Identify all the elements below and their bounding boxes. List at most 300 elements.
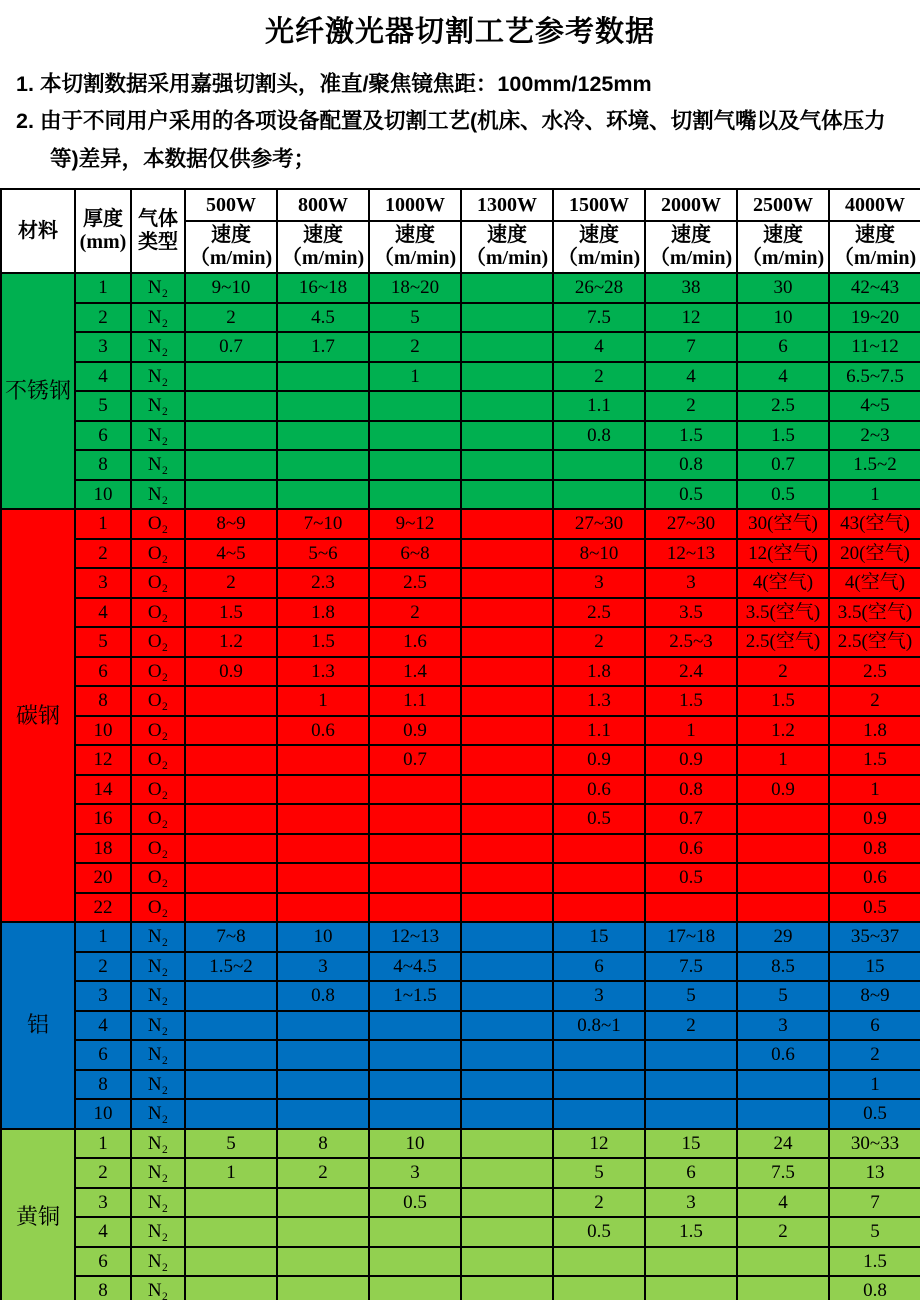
speed-cell	[185, 804, 277, 834]
speed-cell: 8~9	[185, 509, 277, 539]
speed-cell: 1.5	[829, 1247, 920, 1277]
speed-cell: 0.8	[829, 1276, 920, 1300]
speed-cell: 0.8	[645, 775, 737, 805]
speed-cell: 17~18	[645, 922, 737, 952]
speed-cell: 35~37	[829, 922, 920, 952]
material-cell: 碳钢	[1, 509, 75, 922]
speed-cell	[185, 480, 277, 510]
speed-cell: 0.5	[645, 863, 737, 893]
gas-cell: N₂	[131, 1247, 185, 1277]
thickness-cell: 1	[75, 273, 131, 303]
speed-cell: 3	[369, 1158, 461, 1188]
speed-cell: 4(空气)	[829, 568, 920, 598]
speed-cell: 1.5	[645, 1217, 737, 1247]
speed-cell: 1	[369, 362, 461, 392]
speed-cell	[553, 480, 645, 510]
material-cell: 不锈钢	[1, 273, 75, 509]
gas-cell: O₂	[131, 509, 185, 539]
speed-cell: 2	[829, 686, 920, 716]
thickness-cell: 6	[75, 1040, 131, 1070]
speed-cell	[185, 863, 277, 893]
note-1-text: 本切割数据采用嘉强切割头，准直/聚焦镜焦距：100mm/125mm	[39, 72, 652, 96]
speed-cell	[645, 893, 737, 923]
header-gas-line2: 类型	[138, 231, 178, 254]
table-row	[1, 981, 920, 1011]
speed-cell: 2.5	[369, 568, 461, 598]
speed-cell	[185, 893, 277, 923]
gas-cell: N₂	[131, 1158, 185, 1188]
gas-cell: N₂	[131, 391, 185, 421]
speed-cell: 9~10	[185, 273, 277, 303]
speed-cell	[277, 775, 369, 805]
note-1	[12, 66, 910, 103]
thickness-cell: 4	[75, 1217, 131, 1247]
note-2-number: 2.	[16, 109, 34, 134]
gas-cell: N₂	[131, 981, 185, 1011]
speed-cell	[553, 1040, 645, 1070]
thickness-cell: 3	[75, 1188, 131, 1218]
table-row	[1, 775, 920, 805]
speed-cell	[461, 303, 553, 333]
speed-cell	[369, 480, 461, 510]
gas-cell: O₂	[131, 539, 185, 569]
thickness-cell: 4	[75, 598, 131, 628]
speed-cell: 6.5~7.5	[829, 362, 920, 392]
speed-cell: 0.8	[553, 421, 645, 451]
speed-cell	[369, 775, 461, 805]
speed-cell: 5	[829, 1217, 920, 1247]
speed-cell: 4.5	[277, 303, 369, 333]
table-body	[1, 273, 920, 1300]
speed-cell: 3	[645, 568, 737, 598]
speed-cell: 1.5	[645, 686, 737, 716]
speed-cell	[461, 686, 553, 716]
speed-cell: 0.7	[185, 332, 277, 362]
table-row	[1, 1099, 920, 1129]
speed-cell: 0.5	[645, 480, 737, 510]
speed-cell	[277, 1188, 369, 1218]
speed-cell	[553, 1276, 645, 1300]
thickness-cell: 2	[75, 952, 131, 982]
speed-cell: 7.5	[553, 303, 645, 333]
header-power-2000w: 2000W	[645, 189, 737, 221]
thickness-cell: 8	[75, 686, 131, 716]
speed-cell: 2~3	[829, 421, 920, 451]
speed-cell: 4	[645, 362, 737, 392]
speed-cell	[461, 421, 553, 451]
thickness-cell: 2	[75, 539, 131, 569]
speed-cell	[277, 1040, 369, 1070]
speed-cell	[461, 332, 553, 362]
speed-cell: 0.5	[737, 480, 829, 510]
speed-cell: 3.5(空气)	[829, 598, 920, 628]
header-power-800w: 800W	[277, 189, 369, 221]
speed-cell	[553, 863, 645, 893]
speed-cell	[461, 1247, 553, 1277]
speed-cell	[461, 922, 553, 952]
speed-cell: 1.5~2	[185, 952, 277, 982]
speed-cell: 0.8	[277, 981, 369, 1011]
speed-cell	[553, 450, 645, 480]
speed-cell: 8	[277, 1129, 369, 1159]
speed-cell: 15	[829, 952, 920, 982]
speed-cell: 0.7	[369, 745, 461, 775]
speed-cell	[369, 893, 461, 923]
speed-cell: 2.3	[277, 568, 369, 598]
speed-cell	[369, 1011, 461, 1041]
table-row	[1, 332, 920, 362]
speed-cell	[277, 1011, 369, 1041]
speed-cell	[553, 1070, 645, 1100]
speed-cell: 2	[829, 1040, 920, 1070]
speed-cell	[461, 1040, 553, 1070]
speed-cell	[185, 1247, 277, 1277]
speed-cell	[461, 273, 553, 303]
speed-cell: 8~10	[553, 539, 645, 569]
header-thickness	[75, 189, 131, 273]
table-row	[1, 391, 920, 421]
speed-cell: 7.5	[645, 952, 737, 982]
gas-cell: O₂	[131, 804, 185, 834]
speed-cell: 24	[737, 1129, 829, 1159]
speed-cell: 1	[645, 716, 737, 746]
speed-cell: 7~10	[277, 509, 369, 539]
speed-cell	[277, 421, 369, 451]
speed-cell: 1.8	[277, 598, 369, 628]
speed-cell: 5	[553, 1158, 645, 1188]
thickness-cell: 5	[75, 391, 131, 421]
speed-cell	[461, 539, 553, 569]
thickness-cell: 6	[75, 421, 131, 451]
speed-cell: 11~12	[829, 332, 920, 362]
speed-cell	[737, 1099, 829, 1129]
note-2-text: 由于不同用户采用的各项设备配置及切割工艺(机床、水冷、环境、切割气嘴以及气体压力等)差异，本数据仅供参考；	[39, 109, 886, 171]
speed-cell: 2.5	[737, 391, 829, 421]
speed-cell: 2.4	[645, 657, 737, 687]
table-row	[1, 1188, 920, 1218]
speed-cell	[185, 981, 277, 1011]
speed-cell: 1.5	[737, 421, 829, 451]
speed-cell	[185, 1188, 277, 1218]
speed-cell: 1.5	[829, 745, 920, 775]
speed-cell: 10	[369, 1129, 461, 1159]
speed-cell	[461, 362, 553, 392]
speed-cell: 3	[645, 1188, 737, 1218]
speed-cell	[277, 391, 369, 421]
speed-cell	[185, 1070, 277, 1100]
speed-cell: 1.5	[277, 627, 369, 657]
speed-cell: 10	[277, 922, 369, 952]
speed-cell: 0.6	[829, 863, 920, 893]
speed-cell	[185, 775, 277, 805]
speed-cell: 26~28	[553, 273, 645, 303]
speed-cell	[185, 391, 277, 421]
table-row	[1, 303, 920, 333]
speed-cell	[461, 1011, 553, 1041]
table-row	[1, 863, 920, 893]
speed-cell: 18~20	[369, 273, 461, 303]
speed-cell: 6	[829, 1011, 920, 1041]
speed-cell	[369, 391, 461, 421]
speed-cell: 0.5	[829, 1099, 920, 1129]
speed-cell: 1.5	[185, 598, 277, 628]
table-row	[1, 922, 920, 952]
speed-cell	[645, 1070, 737, 1100]
speed-cell	[277, 1070, 369, 1100]
thickness-cell: 2	[75, 303, 131, 333]
speed-cell: 16~18	[277, 273, 369, 303]
speed-cell: 2	[737, 1217, 829, 1247]
speed-cell: 15	[553, 922, 645, 952]
header-gas-line1: 气体	[138, 208, 178, 231]
gas-cell: O₂	[131, 568, 185, 598]
speed-cell	[737, 893, 829, 923]
speed-cell: 1.5	[645, 421, 737, 451]
speed-cell	[461, 1217, 553, 1247]
speed-cell: 1.2	[737, 716, 829, 746]
table-row	[1, 362, 920, 392]
speed-cell	[277, 1247, 369, 1277]
speed-cell	[461, 450, 553, 480]
speed-cell: 1.8	[553, 657, 645, 687]
speed-cell	[737, 1070, 829, 1100]
speed-cell	[461, 804, 553, 834]
speed-cell	[185, 421, 277, 451]
speed-cell: 0.8	[645, 450, 737, 480]
thickness-cell: 5	[75, 627, 131, 657]
table-row	[1, 804, 920, 834]
speed-cell	[369, 1276, 461, 1300]
speed-cell	[461, 893, 553, 923]
speed-cell: 9~12	[369, 509, 461, 539]
speed-cell: 20(空气)	[829, 539, 920, 569]
speed-cell	[369, 421, 461, 451]
header-power-2500w: 2500W	[737, 189, 829, 221]
speed-cell: 1.3	[553, 686, 645, 716]
speed-cell: 1.2	[185, 627, 277, 657]
header-speed-label: 速度 （m/min)	[737, 221, 829, 273]
speed-cell	[277, 1217, 369, 1247]
thickness-cell: 12	[75, 745, 131, 775]
gas-cell: O₂	[131, 598, 185, 628]
thickness-cell: 10	[75, 1099, 131, 1129]
speed-cell: 0.9	[185, 657, 277, 687]
speed-cell: 29	[737, 922, 829, 952]
header-thickness-line1: 厚度	[83, 208, 123, 231]
thickness-cell: 8	[75, 1070, 131, 1100]
speed-cell	[185, 745, 277, 775]
thickness-cell: 10	[75, 716, 131, 746]
speed-cell: 13	[829, 1158, 920, 1188]
thickness-cell: 10	[75, 480, 131, 510]
speed-cell	[461, 598, 553, 628]
speed-cell: 2	[369, 598, 461, 628]
speed-cell: 5	[185, 1129, 277, 1159]
speed-cell: 7	[829, 1188, 920, 1218]
speed-cell: 8~9	[829, 981, 920, 1011]
page-title: 光纤激光器切割工艺参考数据	[264, 16, 655, 48]
gas-cell: N₂	[131, 1011, 185, 1041]
speed-cell	[185, 686, 277, 716]
speed-cell: 38	[645, 273, 737, 303]
speed-cell: 1.1	[553, 391, 645, 421]
speed-cell: 1	[829, 775, 920, 805]
table-row	[1, 598, 920, 628]
header-power-1300w: 1300W	[461, 189, 553, 221]
speed-cell: 19~20	[829, 303, 920, 333]
speed-cell	[737, 1276, 829, 1300]
table-header	[1, 189, 920, 273]
speed-cell	[645, 1247, 737, 1277]
thickness-cell: 22	[75, 893, 131, 923]
speed-cell: 6~8	[369, 539, 461, 569]
table-row	[1, 716, 920, 746]
speed-cell	[277, 745, 369, 775]
speed-cell	[461, 391, 553, 421]
speed-cell	[185, 362, 277, 392]
speed-cell: 5~6	[277, 539, 369, 569]
speed-cell: 0.7	[737, 450, 829, 480]
speed-cell: 0.8~1	[553, 1011, 645, 1041]
table-row	[1, 657, 920, 687]
speed-cell: 12~13	[645, 539, 737, 569]
speed-cell: 1.8	[829, 716, 920, 746]
gas-cell: N₂	[131, 421, 185, 451]
speed-cell	[185, 834, 277, 864]
speed-cell: 0.5	[553, 1217, 645, 1247]
speed-cell: 27~30	[645, 509, 737, 539]
speed-cell	[737, 834, 829, 864]
speed-cell: 2	[369, 332, 461, 362]
note-1-number: 1.	[16, 72, 34, 96]
speed-cell	[277, 893, 369, 923]
speed-cell	[369, 1217, 461, 1247]
speed-cell: 2.5	[553, 598, 645, 628]
speed-cell	[645, 1276, 737, 1300]
gas-cell: N₂	[131, 1129, 185, 1159]
table-row	[1, 539, 920, 569]
thickness-cell: 6	[75, 657, 131, 687]
header-thickness-line2: (mm)	[79, 231, 127, 254]
speed-cell: 4	[553, 332, 645, 362]
table-row	[1, 627, 920, 657]
speed-cell: 2	[553, 362, 645, 392]
gas-cell: N₂	[131, 952, 185, 982]
header-speed-label: 速度 （m/min)	[829, 221, 920, 273]
speed-cell: 15	[645, 1129, 737, 1159]
speed-cell	[185, 716, 277, 746]
thickness-cell: 8	[75, 1276, 131, 1300]
gas-cell: N₂	[131, 1040, 185, 1070]
header-power-1000w: 1000W	[369, 189, 461, 221]
thickness-cell: 4	[75, 1011, 131, 1041]
speed-cell: 6	[645, 1158, 737, 1188]
table-row	[1, 952, 920, 982]
speed-cell: 0.9	[737, 775, 829, 805]
speed-cell	[369, 834, 461, 864]
table-row	[1, 686, 920, 716]
speed-cell	[461, 1188, 553, 1218]
thickness-cell: 3	[75, 981, 131, 1011]
header-speed-label: 速度 （m/min)	[553, 221, 645, 273]
material-cell: 黄铜	[1, 1129, 75, 1300]
gas-cell: O₂	[131, 775, 185, 805]
speed-cell	[277, 1099, 369, 1129]
speed-cell: 0.6	[737, 1040, 829, 1070]
speed-cell: 0.7	[645, 804, 737, 834]
speed-cell: 4	[737, 362, 829, 392]
header-power-1500w: 1500W	[553, 189, 645, 221]
speed-cell	[737, 804, 829, 834]
speed-cell	[277, 450, 369, 480]
speed-cell	[461, 627, 553, 657]
header-material: 材料	[1, 189, 75, 273]
speed-cell: 0.8	[829, 834, 920, 864]
table-row	[1, 450, 920, 480]
speed-cell: 4	[737, 1188, 829, 1218]
speed-cell	[461, 745, 553, 775]
thickness-cell: 2	[75, 1158, 131, 1188]
speed-cell: 7	[645, 332, 737, 362]
speed-cell	[277, 834, 369, 864]
table-row	[1, 834, 920, 864]
speed-cell: 2	[185, 303, 277, 333]
speed-cell: 7.5	[737, 1158, 829, 1188]
speed-cell	[185, 1217, 277, 1247]
speed-cell: 6	[553, 952, 645, 982]
table-row	[1, 421, 920, 451]
thickness-cell: 1	[75, 1129, 131, 1159]
gas-cell: N₂	[131, 1070, 185, 1100]
note-2	[12, 103, 910, 178]
speed-cell: 1.5~2	[829, 450, 920, 480]
speed-cell: 5	[737, 981, 829, 1011]
table-row	[1, 1129, 920, 1159]
speed-cell: 10	[737, 303, 829, 333]
speed-cell: 3	[553, 568, 645, 598]
material-cell: 铝	[1, 922, 75, 1129]
speed-cell: 1~1.5	[369, 981, 461, 1011]
table-row	[1, 1247, 920, 1277]
speed-cell: 12(空气)	[737, 539, 829, 569]
speed-cell	[461, 863, 553, 893]
speed-cell	[369, 1247, 461, 1277]
speed-cell	[645, 1099, 737, 1129]
speed-cell: 4~5	[185, 539, 277, 569]
speed-cell: 2	[277, 1158, 369, 1188]
speed-cell: 1.6	[369, 627, 461, 657]
speed-cell	[185, 1011, 277, 1041]
speed-cell	[645, 1040, 737, 1070]
speed-cell: 1.4	[369, 657, 461, 687]
table-row	[1, 1158, 920, 1188]
speed-cell: 0.9	[645, 745, 737, 775]
speed-cell: 1.3	[277, 657, 369, 687]
speed-cell: 12	[645, 303, 737, 333]
speed-cell: 4~4.5	[369, 952, 461, 982]
speed-cell: 0.5	[553, 804, 645, 834]
speed-cell: 42~43	[829, 273, 920, 303]
speed-cell	[461, 480, 553, 510]
speed-cell: 4~5	[829, 391, 920, 421]
speed-cell: 0.5	[829, 893, 920, 923]
speed-cell: 12~13	[369, 922, 461, 952]
header-speed-label: 速度 （m/min)	[461, 221, 553, 273]
speed-cell	[185, 1276, 277, 1300]
speed-cell: 3	[277, 952, 369, 982]
header-speed-label: 速度 （m/min)	[185, 221, 277, 273]
gas-cell: N₂	[131, 1217, 185, 1247]
